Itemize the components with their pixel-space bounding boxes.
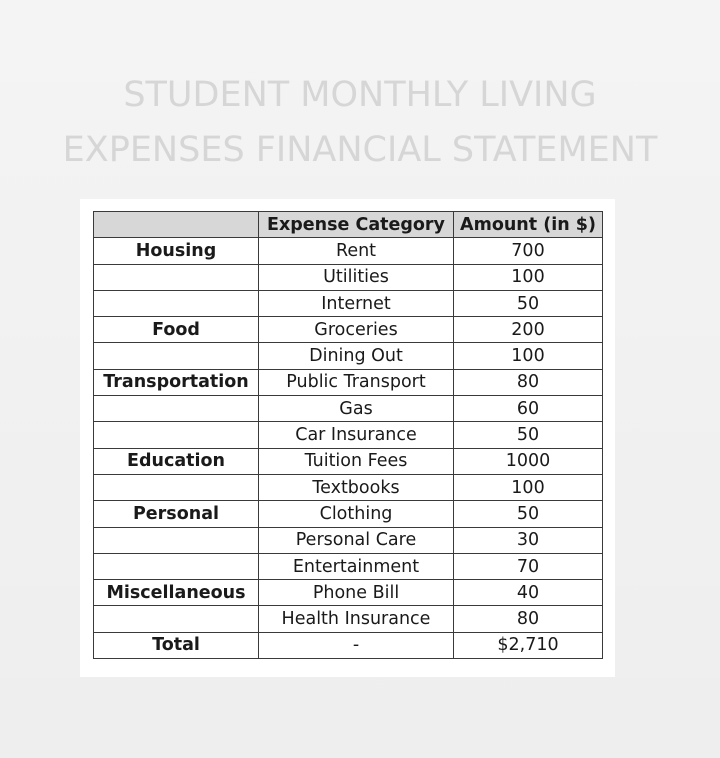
- table-row: [94, 264, 603, 290]
- category-cell: Groceries: [259, 317, 454, 343]
- group-cell: Food: [94, 317, 259, 343]
- category-cell: Rent: [259, 238, 454, 264]
- title-line-2: EXPENSES FINANCIAL STATEMENT: [62, 130, 658, 170]
- amount-cell: 100: [454, 474, 603, 500]
- amount-cell: 50: [454, 501, 603, 527]
- group-cell: Miscellaneous: [94, 580, 259, 606]
- total-category: -: [259, 632, 454, 658]
- amount-cell: 1000: [454, 448, 603, 474]
- group-cell: Housing: [94, 238, 259, 264]
- category-cell: Health Insurance: [259, 606, 454, 632]
- table-row: [94, 474, 603, 500]
- header-expense-category: Expense Category: [259, 212, 454, 238]
- table-body: [94, 238, 603, 632]
- amount-cell: 60: [454, 396, 603, 422]
- table-row: [94, 369, 603, 395]
- group-cell: [94, 290, 259, 316]
- table-row: [94, 343, 603, 369]
- amount-cell: 100: [454, 264, 603, 290]
- group-cell: Personal: [94, 501, 259, 527]
- table-row: [94, 238, 603, 264]
- category-cell: Tuition Fees: [259, 448, 454, 474]
- table-row: [94, 553, 603, 579]
- table-row: [94, 422, 603, 448]
- category-cell: Phone Bill: [259, 580, 454, 606]
- total-label: Total: [94, 632, 259, 658]
- table-row: [94, 606, 603, 632]
- category-cell: Gas: [259, 396, 454, 422]
- category-cell: Textbooks: [259, 474, 454, 500]
- table-row: [94, 396, 603, 422]
- table-row: [94, 580, 603, 606]
- title-line-1: STUDENT MONTHLY LIVING: [123, 75, 597, 115]
- category-cell: Entertainment: [259, 553, 454, 579]
- group-cell: [94, 527, 259, 553]
- group-cell: Education: [94, 448, 259, 474]
- amount-cell: 700: [454, 238, 603, 264]
- amount-cell: 50: [454, 290, 603, 316]
- total-row: [94, 632, 603, 658]
- amount-cell: 40: [454, 580, 603, 606]
- amount-cell: 200: [454, 317, 603, 343]
- group-cell: [94, 474, 259, 500]
- amount-cell: 50: [454, 422, 603, 448]
- amount-cell: 100: [454, 343, 603, 369]
- table-row: [94, 527, 603, 553]
- table-row: [94, 501, 603, 527]
- group-cell: [94, 343, 259, 369]
- category-cell: Internet: [259, 290, 454, 316]
- expenses-table: [93, 211, 603, 659]
- table-row: [94, 448, 603, 474]
- header-row: [94, 212, 603, 238]
- category-cell: Public Transport: [259, 369, 454, 395]
- category-cell: Dining Out: [259, 343, 454, 369]
- category-cell: Clothing: [259, 501, 454, 527]
- group-cell: [94, 553, 259, 579]
- category-cell: Utilities: [259, 264, 454, 290]
- amount-cell: 80: [454, 606, 603, 632]
- amount-cell: 30: [454, 527, 603, 553]
- group-cell: [94, 396, 259, 422]
- group-cell: [94, 264, 259, 290]
- header-amount: Amount (in $): [454, 212, 603, 238]
- page-title: [0, 68, 720, 178]
- table-row: [94, 290, 603, 316]
- table-row: [94, 317, 603, 343]
- group-cell: [94, 422, 259, 448]
- header-group: [94, 212, 259, 238]
- amount-cell: 70: [454, 553, 603, 579]
- total-amount: $2,710: [454, 632, 603, 658]
- category-cell: Car Insurance: [259, 422, 454, 448]
- amount-cell: 80: [454, 369, 603, 395]
- group-cell: Transportation: [94, 369, 259, 395]
- category-cell: Personal Care: [259, 527, 454, 553]
- group-cell: [94, 606, 259, 632]
